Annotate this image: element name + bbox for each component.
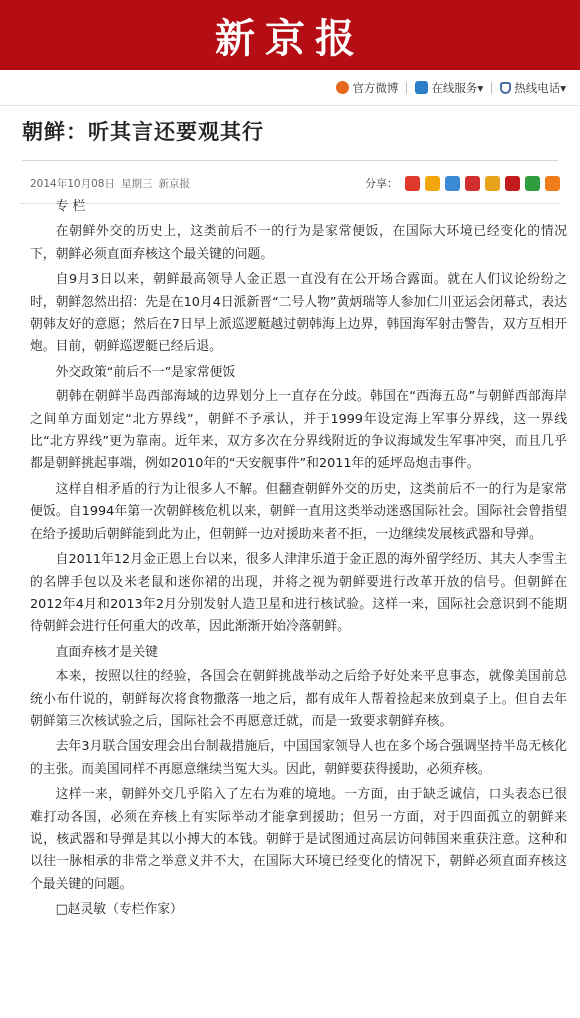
- newspaper-logo[interactable]: 新京报: [215, 14, 365, 62]
- article-source: 新京报: [158, 177, 190, 190]
- paragraph: 这样自相矛盾的行为让很多人不解。但翻查朝鲜外交的历史，这类前后不一的行为是家常便饭。自1994年第一次朝鲜核危机以来，朝鲜一直用这类举动迷惑国际社会。国际社会曾指望在给予援助后朝鲜能到此为止，但朝鲜一边对援助来者不拒，一边继续发展核武器和导弹。: [30, 481, 567, 542]
- article-header: [0, 106, 580, 152]
- weibo-icon: [336, 81, 349, 94]
- paragraph: 在朝鲜外交的历史上，这类前后不一的行为是家常便饭，在国际大环境已经变化的情况下，朝鲜必须直面弃核这个最关键的问题。: [30, 224, 567, 262]
- sina-weibo-share-icon[interactable]: [405, 176, 420, 191]
- paragraph: 这样一来，朝鲜外交几乎陷入了左右为难的境地。一方面，由于缺乏诚信，口头表态已很难打动各国，必须在弃核上有实际举动才能拿到援助；但另一方面，对于四面孤立的朝鲜来说，核武器和导弹是其以小搏大的本钱。朝鲜于是试图通过高层访问韩国来重获注意。这种和以往一脉相承的非常之举意义并不大，在国际大环境已经变化的情况下，朝鲜必须直面弃核这个最关键的问题。: [30, 787, 567, 892]
- publish-weekday: 星期三: [120, 177, 153, 190]
- publish-info: [30, 176, 190, 191]
- article-title: 朝鲜：听其言还要观其行: [22, 119, 264, 144]
- phone-icon: [500, 82, 511, 94]
- paragraph: 去年3月联合国安理会出台制裁措施后，中国国家领导人也在多个场合强调坚持半岛无核化的主张。而美国同样不再愿意继续当冤大头。因此，朝鲜要获得援助，必须弃核。: [30, 739, 567, 777]
- kaixin-share-icon[interactable]: [485, 176, 500, 191]
- hotline-menu[interactable]: [496, 80, 570, 96]
- paragraph: 自9月3日以来，朝鲜最高领导人金正恩一直没有在公开场合露面。就在人们议论纷纷之时，朝鲜忽然出招：先是在10月4日派新晋“二号人物”黄炳瑞等人参加仁川亚运会闭幕式，表达朝韩友好的意愿；然后在7日早上派巡逻艇越过朝韩海上边界，韩国海军射击警告，双方互相开炮。目前，朝鲜巡逻艇已经后退。: [30, 272, 567, 355]
- official-weibo-label: 官方微博: [352, 80, 399, 95]
- tencent-weibo-share-icon[interactable]: [445, 176, 460, 191]
- nav-divider: [491, 82, 492, 94]
- top-nav: [0, 70, 580, 106]
- share-bar: [365, 175, 560, 191]
- article-meta: [0, 169, 580, 197]
- column-label: 专 栏: [55, 199, 86, 214]
- section-heading: 外交政策“前后不一”是家常便饭: [55, 364, 236, 380]
- publish-date: 2014年10月08日: [30, 177, 115, 190]
- paragraph: 朝韩在朝鲜半岛西部海域的边界划分上一直存在分歧。韩国在“西海五岛”与朝鲜西部海岸之间单方面划定“北方界线”，朝鲜不予承认，并于1999年设定海上军事分界线，这一界线比“北方界线”更为靠南。近年来，双方多次在分界线附近的争议海域发生军事冲突，而且几乎都是朝鲜挑起事端，例如2010年的“天安舰事件”和2011年的延坪岛炮击事件。: [30, 389, 567, 472]
- title-divider: [22, 160, 558, 161]
- chat-icon: [415, 81, 428, 94]
- qzone-share-icon[interactable]: [425, 176, 440, 191]
- people-share-icon[interactable]: [505, 176, 520, 191]
- share-label: 分享：: [365, 177, 398, 190]
- chevron-down-icon: ▾: [560, 80, 566, 95]
- official-weibo-link[interactable]: [332, 80, 402, 96]
- paragraph: 本来，按照以往的经验，各国会在朝鲜挑战举动之后给予好处来平息事态，就像美国前总统小布什说的，朝鲜每次将食物撒落一地之后，都有成年人帮着捡起来放到桌子上。但自去年朝鲜第三次核试验之后，国际社会不再愿意迁就，而是一致要求朝鲜弃核。: [30, 669, 567, 729]
- t-share-icon[interactable]: [545, 176, 560, 191]
- chevron-down-icon: ▾: [477, 80, 484, 95]
- hotline-label: 热线电话: [514, 80, 561, 95]
- paragraph: 自2011年12月金正恩上台以来，很多人津津乐道于金正恩的海外留学经历、其夫人李雪主的名牌手包以及米老鼠和迷你裙的出现，并将之视为朝鲜要进行改革开放的信号。但朝鲜在2012年4月和2013年2月分别发射人造卫星和进行核试验。这样一来，国际社会意识到不能期待朝鲜会进行任何重大的改革，因此渐渐开始冷落朝鲜。: [30, 552, 567, 635]
- online-service-menu[interactable]: [411, 80, 487, 96]
- nav-divider: [406, 82, 407, 94]
- online-service-label: 在线服务: [431, 80, 478, 95]
- renren-share-icon[interactable]: [465, 176, 480, 191]
- masthead: [0, 0, 580, 70]
- section-heading: 直面弃核才是关键: [55, 644, 158, 660]
- douban-share-icon[interactable]: [525, 176, 540, 191]
- author-byline: □赵灵敏（专栏作家）: [55, 902, 183, 918]
- article-body: [30, 196, 567, 925]
